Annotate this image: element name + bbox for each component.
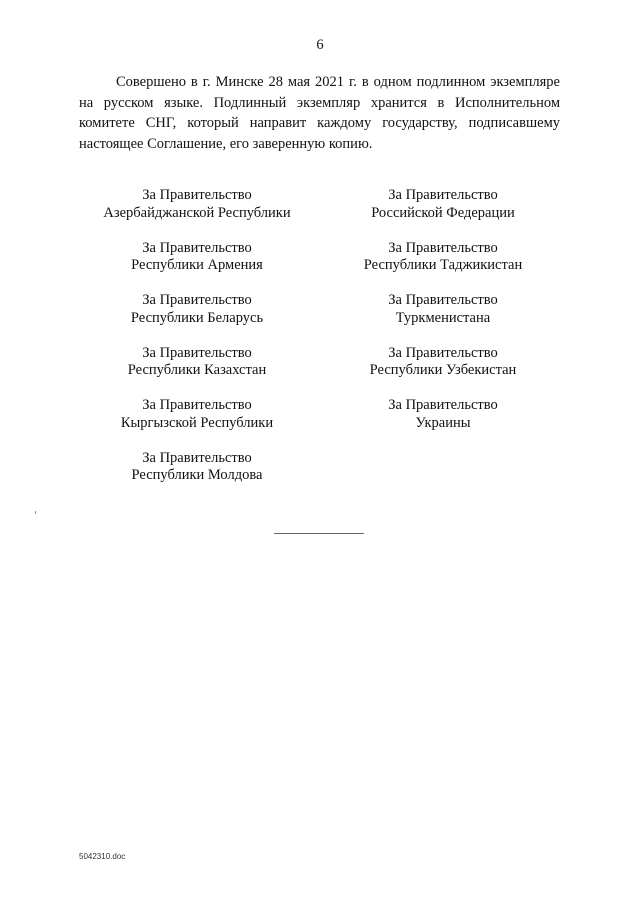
signature-block-russia (313, 187, 573, 240)
signature-country: Азербайджанской Республики (103, 204, 291, 221)
signature-title: За Правительство (388, 239, 498, 256)
signature-country: Туркменистана (395, 309, 491, 326)
footer-file-name: 5042310.doc (79, 852, 126, 861)
signature-column-right (313, 187, 573, 450)
signature-column-left (67, 187, 327, 502)
end-of-text-rule (274, 533, 364, 534)
signature-country: Республики Беларусь (130, 309, 264, 326)
signature-country: Республики Узбекистан (369, 362, 517, 378)
signature-block-belarus (67, 292, 327, 345)
signature-country: Украины (415, 414, 471, 431)
signature-country: Республики Таджикистан (363, 257, 523, 273)
signature-block-moldova (67, 450, 327, 503)
signature-title: За Правительство (142, 449, 252, 466)
signature-title: За Правительство (142, 187, 252, 203)
signature-block-ukraine (313, 397, 573, 450)
signature-country: Республики Казахстан (127, 362, 267, 378)
page-number: 6 (316, 37, 324, 53)
signature-block-tajikistan (313, 240, 573, 293)
signature-block-azerbaijan (67, 187, 327, 240)
signature-country: Российской Федерации (371, 204, 515, 221)
signature-title: За Правительство (388, 187, 498, 203)
signature-title: За Правительство (142, 239, 252, 256)
signature-country: Республики Молдова (131, 467, 263, 483)
signature-block-armenia (67, 240, 327, 293)
signature-title: За Правительство (142, 397, 252, 413)
signature-title: За Правительство (142, 292, 252, 308)
signature-title: За Правительство (142, 344, 252, 361)
signature-title: За Правительство (388, 397, 498, 413)
signature-block-turkmenistan (313, 292, 573, 345)
signature-block-uzbekistan (313, 345, 573, 398)
signature-block-kazakhstan (67, 345, 327, 398)
signature-country: Кыргызской Республики (120, 414, 274, 431)
signature-country: Республики Армения (131, 257, 263, 273)
signature-title: За Правительство (388, 292, 498, 308)
signature-block-kyrgyzstan (67, 397, 327, 450)
signature-title: За Правительство (388, 344, 498, 361)
margin-mark (35, 511, 36, 514)
closing-paragraph: Совершено в г. Минске 28 мая 2021 г. в одном подлинном экземпляре на русском языке. Подлинный экземпляр хранится в Исполнительном комитете СНГ, который направит каждому государству, подписавшему настоящее Соглашение, его заверенную копию. (79, 74, 560, 152)
